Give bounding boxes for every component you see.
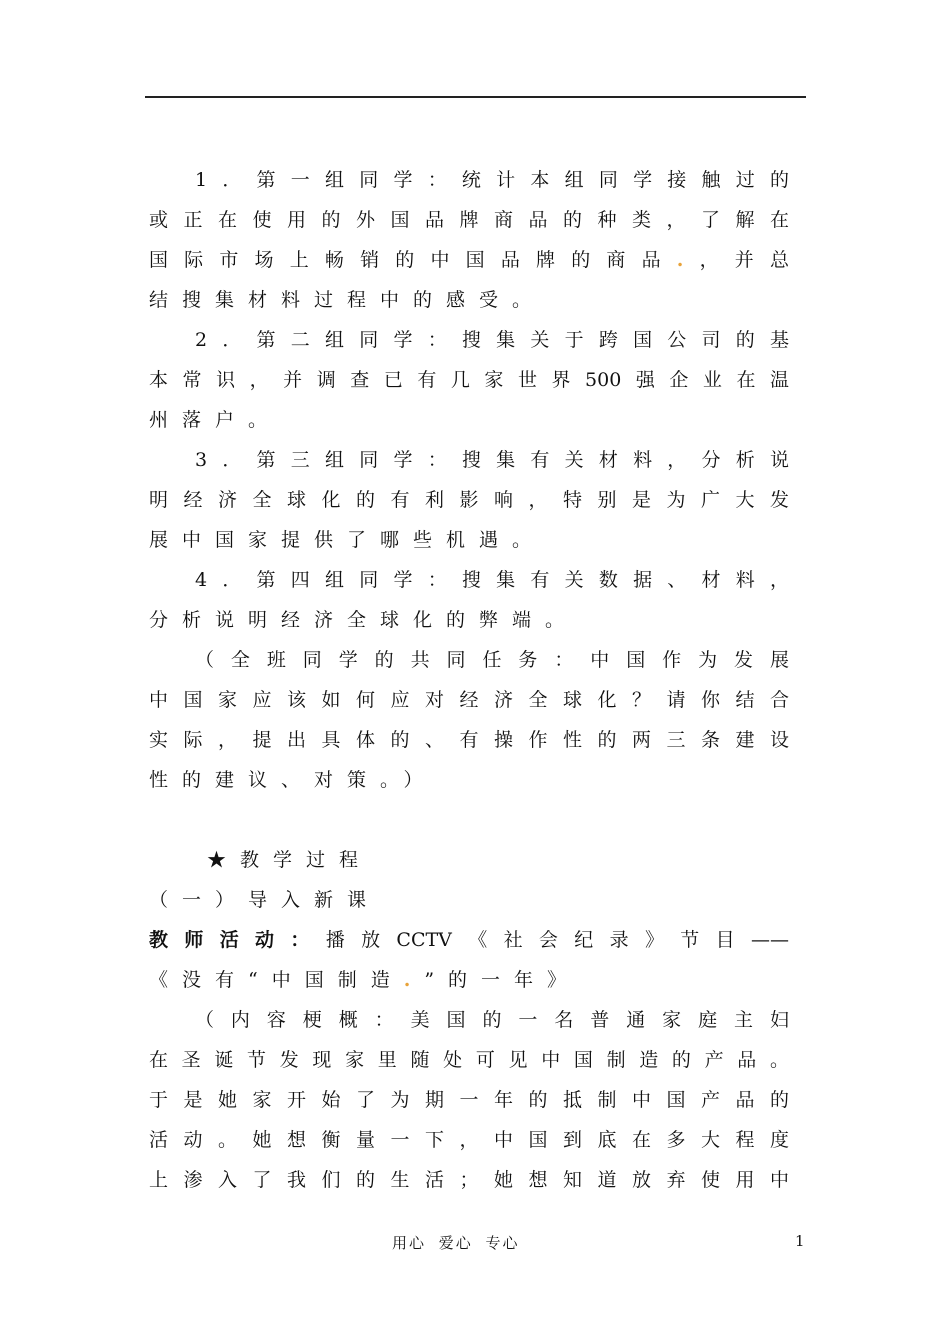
section-heading: ★教学过程	[207, 849, 373, 871]
text-line: 《没有“中国制造.”的一年》	[149, 969, 581, 991]
text-line: 4．第四组同学：搜集有关数据、材料，	[195, 569, 789, 591]
footer-motto: 用心 爱心 专心	[392, 1234, 520, 1252]
text-line: 明经济全球化的有利影响，特别是为广大发	[149, 489, 789, 511]
text-line: 性的建议、对策。）	[149, 769, 437, 791]
text-line: 活动。她想衡量一下，中国到底在多大程度	[149, 1129, 789, 1151]
text-line: （全班同学的共同任务：中国作为发展	[195, 649, 789, 671]
text-line: 实际，提出具体的、有操作性的两三条建设	[149, 729, 789, 751]
text-line: 本常识，并调查已有几家世界500强企业在温	[149, 369, 789, 391]
subsection-heading: （一）导入新课	[149, 889, 381, 911]
text-line: 1．第一组同学：统计本组同学接触过的	[195, 169, 789, 191]
page-number: 1	[795, 1232, 805, 1250]
text-line: 分析说明经济全球化的弊端。	[149, 609, 579, 631]
text-line: 教师活动：播放CCTV《社会纪录》节目——	[149, 929, 789, 951]
text-line: 2．第二组同学：搜集关于跨国公司的基	[195, 329, 789, 351]
text-line: 于是她家开始了为期一年的抵制中国产品的	[149, 1089, 789, 1111]
text-line: 中国家应该如何应对经济全球化？请你结合	[149, 689, 789, 711]
header-rule	[145, 96, 806, 98]
text-line: 3．第三组同学：搜集有关材料，分析说	[195, 449, 789, 471]
text-line: 上渗入了我们的生活；她想知道放弃使用中	[149, 1169, 789, 1191]
text-line: 结搜集材料过程中的感受。	[149, 289, 546, 311]
emphasis-dot: .	[676, 249, 684, 271]
teacher-activity-label: 教师活动：	[149, 929, 326, 951]
document-body	[149, 160, 789, 1240]
text-line: 展中国家提供了哪些机遇。	[149, 529, 546, 551]
text-line: 在圣诞节发现家里随处可见中国制造的产品。	[149, 1049, 789, 1071]
text-line: 州落户。	[149, 409, 282, 431]
text-line: 或正在使用的外国品牌商品的种类，了解在	[149, 209, 789, 231]
text-line: 国际市场上畅销的中国品牌的商品.，并总	[149, 249, 789, 271]
text-line: （内容梗概：美国的一名普通家庭主妇	[195, 1009, 789, 1031]
emphasis-dot: .	[403, 969, 425, 991]
